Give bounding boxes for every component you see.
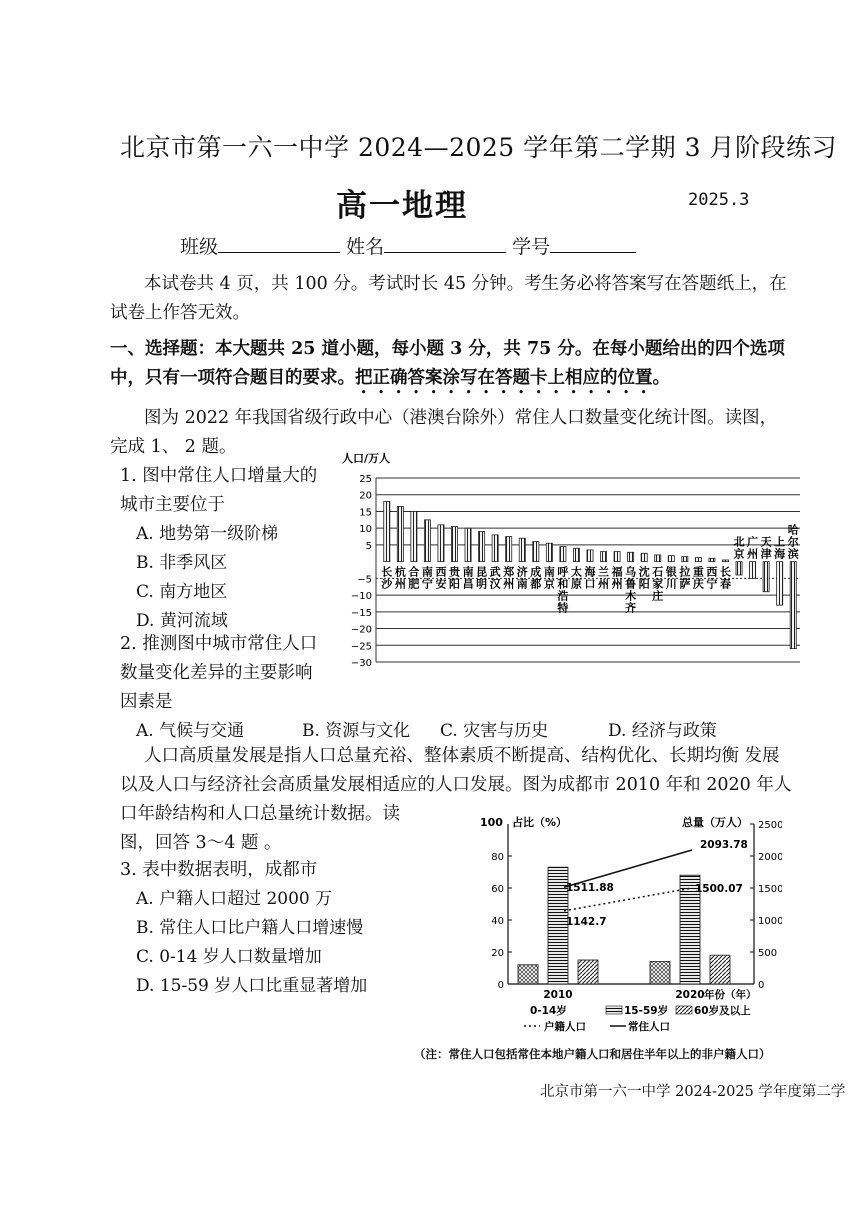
chart2-value-label-0: 1511.88 (566, 882, 614, 895)
chart1-category-label: 西 (706, 565, 718, 579)
chart1-bar-14 (573, 548, 579, 561)
section-heading-emphasis: 把正确答案涂写在答题卡上相应的位置。 (355, 368, 670, 388)
name-label: 姓名 (346, 236, 385, 258)
page-footer: 北京市第一六一中学 2024-2025 学年度第二学 (540, 1084, 846, 1100)
chart1-category-label: 安 (435, 577, 447, 591)
chart1-bar-25 (722, 560, 728, 562)
chart1-category-label: 家 (652, 577, 664, 591)
q1-option-b[interactable]: B. 非季风区 (136, 553, 228, 573)
chart1-category-label: 南 (543, 565, 555, 579)
chart1-category-label: 鲁 (625, 577, 637, 591)
chart1-bar-1 (397, 506, 403, 561)
chart1-category-label: 原 (570, 577, 582, 591)
chart1-bar-20 (655, 555, 661, 562)
chart1-bar-23 (695, 558, 701, 562)
chart2-y-left-max-label: 100 (480, 816, 503, 829)
chart1-category-label: 州 (598, 577, 610, 591)
chart1-bar-4 (438, 525, 444, 562)
chart1-bar-18 (628, 552, 634, 561)
q2-option-d[interactable]: D. 经济与政策 (608, 721, 717, 741)
chart1-category-label: 兰 (598, 565, 610, 579)
chart1-category-label: 州 (747, 547, 759, 561)
chart1-bar-24 (709, 558, 715, 561)
chart2-y-right-tick-label: 2000 (758, 852, 782, 863)
q3-stem: 3. 表中数据表明，成都市 (120, 860, 318, 880)
chart2-value-label-1: 1142.7 (566, 915, 607, 928)
chengdu-age-chart (478, 812, 782, 1040)
chart1-category-label: 春 (719, 577, 731, 591)
chart1-category-label: 浩 (557, 589, 569, 603)
chart1-category-label: 杭 (394, 565, 406, 579)
chart1-bar-30 (790, 562, 796, 649)
chart1-category-label: 和 (557, 577, 569, 591)
chart1-category-label: 州 (503, 577, 515, 591)
chart1-category-label: 尔 (787, 535, 799, 549)
chart1-category-label: 宁 (706, 577, 718, 591)
chart1-bar-22 (682, 557, 688, 562)
chart1-category-label: 银 (665, 565, 677, 579)
chart1-category-label: 特 (557, 601, 569, 615)
chart1-bar-29 (777, 562, 783, 605)
chart1-category-label: 广 (747, 535, 759, 549)
chart2-value-label-2: 1500.07 (695, 882, 743, 895)
chart1-bar-26 (736, 562, 742, 575)
chart1-category-label: 海 (774, 547, 786, 561)
chart1-bar-7 (479, 532, 485, 562)
chart2-bar-2-0 (578, 960, 598, 984)
chart1-category-label: 汉 (489, 577, 501, 591)
chengdu-age-chart-svg (478, 812, 782, 1036)
chart2-y-right-tick-label: 0 (758, 980, 765, 991)
chart2-y-left-tick-label: 40 (491, 916, 504, 927)
chart1-y-tick-label: −10 (350, 591, 372, 603)
chart2-bar-1-0 (548, 867, 568, 984)
chart2-y-left-tick-label: 20 (491, 948, 504, 959)
chart1-y-tick-label: 5 (365, 540, 372, 552)
instructions: 本试卷共 4 页，共 100 分。考试时长 45 分钟。考生务必将答案写在答题纸上，在试卷上作答无效。 (110, 274, 787, 323)
chart2-legend-label-1: 15-59岁 (624, 1005, 669, 1017)
chart1-category-label: 州 (611, 577, 623, 591)
figure-intro-1: 图为 2022 年我国省级行政中心（港澳台除外）常住人口数量变化统计图。读图，完成 1、 2 题。 (110, 408, 778, 457)
chart1-bar-5 (451, 527, 457, 562)
student-info-line (180, 232, 636, 259)
chart1-bar-17 (614, 552, 620, 562)
chart1-category-label: 昌 (462, 577, 474, 591)
chart1-category-label: 拉 (679, 565, 691, 579)
q3-option-d[interactable]: D. 15-59 岁人口比重显著增加 (136, 976, 368, 996)
chart1-bar-6 (465, 528, 471, 561)
chart1-category-label: 沙 (381, 577, 393, 591)
chart1-category-label: 哈 (787, 523, 799, 537)
chart2-y-right-tick-label: 500 (758, 948, 778, 959)
chart1-bar-15 (587, 550, 593, 562)
chart2-legend-label-0: 0-14岁 (530, 1005, 567, 1017)
chart1-category-label: 川 (665, 577, 677, 591)
q1-stem-line-2: 城市主要位于 (120, 495, 225, 515)
question-3 (120, 856, 367, 1001)
chart1-category-label: 庄 (652, 589, 664, 603)
chart2-legend-swatch-2 (676, 1006, 692, 1014)
chart2-x-tick-label: 2020 (675, 989, 705, 1001)
chart1-category-label: 贵 (449, 565, 461, 579)
chart1-bar-0 (384, 501, 390, 561)
chart1-category-label: 海 (584, 565, 596, 579)
chart1-category-label: 昆 (476, 565, 488, 579)
q3-option-c[interactable]: C. 0-14 岁人口数量增加 (136, 947, 322, 967)
chart1-category-label: 太 (570, 565, 582, 579)
q1-stem-line-1: 1. 图中常住人口增量大的 (120, 466, 318, 486)
chart1-bar-19 (641, 553, 647, 561)
chart1-category-label: 萨 (679, 577, 691, 591)
chart1-bar-16 (601, 552, 607, 562)
chart1-bar-28 (763, 562, 769, 592)
q1-option-d[interactable]: D. 黄河流域 (136, 611, 228, 631)
chart1-bar-10 (519, 538, 525, 561)
chart1-bar-12 (546, 543, 552, 561)
chart-note: （注：常住人口包括常住本地户籍人口和居住半年以上的非户籍人口） (414, 1047, 771, 1061)
chart1-category-label: 长 (381, 565, 393, 579)
section-heading-main: 一、选择题：本大题共 25 道小题，每小题 3 分，共 75 分。在每小题给出的四个选项中，只有一项符合题目的要求。 (110, 339, 785, 388)
q1-option-a[interactable]: A. 地势第一级阶梯 (136, 524, 279, 544)
chart1-y-tick-label: 15 (359, 507, 372, 519)
q2-stem-line-3: 因素是 (120, 692, 173, 712)
subject-title: 高一地理 (336, 188, 468, 224)
chart1-category-label: 庆 (692, 577, 704, 591)
chart2-y-right-axis-label: 总量（万人） (682, 816, 748, 829)
chart2-x-axis-label: 年份（年） (704, 989, 757, 1001)
chart1-bar-13 (560, 547, 566, 562)
chart1-bar-27 (750, 562, 756, 579)
chart1-category-label: 肥 (408, 577, 420, 591)
chart1-category-label: 都 (530, 577, 542, 591)
chart1-y-tick-label: −25 (350, 641, 372, 653)
chart1-bar-8 (492, 535, 498, 562)
chart2-legend-label-changzhu: 常住人口 (628, 1021, 670, 1033)
id-label: 学号 (512, 236, 551, 258)
chart1-category-label: 西 (435, 565, 447, 579)
chart1-category-label: 南 (421, 565, 433, 579)
chart1-y-tick-label: −15 (350, 607, 372, 619)
q3-option-a[interactable]: A. 户籍人口超过 2000 万 (136, 889, 333, 909)
chart1-category-label: 齐 (625, 601, 637, 615)
q3-option-b[interactable]: B. 常住人口比户籍人口增速慢 (136, 918, 364, 938)
intro2-line-2: 以及人口与经济社会高质量发展相适应的人口发展。图为成都市 2010 年和 2020 年人 (120, 775, 792, 795)
chart2-y-left-tick-label: 0 (497, 980, 504, 991)
population-change-chart (340, 452, 806, 684)
chart2-bar-0-1 (650, 962, 670, 984)
class-label: 班级 (180, 236, 219, 258)
chart1-category-label: 木 (625, 589, 637, 603)
chart1-category-label: 沈 (638, 565, 650, 579)
chart1-category-label: 南 (462, 565, 474, 579)
chart1-y-tick-label: 25 (359, 474, 372, 485)
chart1-category-label: 天 (760, 535, 772, 549)
chart1-category-label: 北 (733, 535, 745, 549)
question-1 (120, 462, 317, 636)
q2-stem-line-2: 数量变化差异的主要影响 (120, 663, 313, 683)
q1-option-c[interactable]: C. 南方地区 (136, 582, 228, 602)
population-change-chart-svg (340, 452, 806, 680)
intro2-line-3: 口年龄结构和人口总量统计数据。读 (120, 804, 400, 824)
chart2-bar-2-1 (710, 955, 730, 984)
chart1-category-label: 宁 (421, 577, 433, 591)
chart1-category-label: 合 (408, 565, 420, 579)
chart1-bar-11 (533, 542, 539, 562)
chart1-bar-2 (411, 511, 417, 561)
chart1-category-label: 重 (692, 565, 704, 579)
chart1-category-label: 滨 (787, 547, 799, 561)
exam-title: 北京市第一六一中学 2024—2025 学年第二学期 3 月阶段练习 (120, 133, 837, 162)
chart2-legend-swatch-1 (606, 1006, 622, 1014)
chart1-category-label: 呼 (557, 565, 569, 579)
chart1-y-tick-label: −20 (350, 624, 372, 636)
chart1-category-label: 石 (652, 565, 664, 579)
chart1-category-label: 济 (516, 565, 528, 579)
chart1-category-label: 武 (489, 565, 501, 579)
chart1-bar-3 (424, 520, 430, 562)
chart1-y-tick-label: 20 (359, 490, 372, 502)
chart1-y-tick-label: −30 (350, 658, 372, 669)
q2-option-c[interactable]: C. 灾害与历史 (440, 721, 549, 741)
chart2-x-tick-label: 2010 (543, 989, 573, 1001)
chart1-y-axis-label: 人口/万人 (342, 452, 391, 465)
chart1-category-label: 京 (543, 577, 555, 591)
chart2-y-right-tick-label: 1000 (758, 916, 782, 927)
chart1-y-tick-label: 10 (359, 524, 372, 536)
question-2 (120, 630, 317, 717)
chart1-category-label: 京 (733, 547, 745, 561)
chart2-y-left-axis-label: 占比（%） (512, 816, 568, 829)
chart1-category-label: 明 (476, 577, 488, 591)
chart1-category-label: 郑 (503, 565, 515, 579)
name-field[interactable] (384, 234, 506, 253)
chart1-category-label: 长 (719, 565, 731, 579)
chart2-y-left-tick-label: 60 (491, 884, 504, 895)
chart2-y-right-tick-label: 1500 (758, 884, 782, 895)
chart1-bar-9 (506, 537, 512, 562)
chart1-category-label: 阳 (449, 577, 461, 591)
chart1-category-label: 阳 (638, 577, 650, 591)
chart2-y-left-tick-label: 80 (491, 852, 504, 863)
chart2-value-label-3: 2093.78 (700, 838, 748, 851)
chart1-category-label: 成 (530, 565, 542, 579)
chart1-bar-21 (668, 556, 674, 562)
section-heading (110, 335, 790, 398)
chart1-category-label: 州 (394, 577, 406, 591)
class-field[interactable] (218, 234, 340, 253)
chart1-category-label: 津 (760, 547, 772, 561)
chart1-category-label: 上 (774, 535, 786, 549)
intro2-line-1: 人口高质量发展是指人口总量充裕、整体素质不断提高、结构优化、长期均衡 发展 (144, 746, 780, 766)
id-field[interactable] (550, 234, 636, 253)
chart2-bar-0-0 (518, 965, 538, 984)
chart1-category-label: 南 (516, 577, 528, 591)
chart2-legend-label-2: 60岁及以上 (694, 1005, 751, 1017)
q2-option-b[interactable]: B. 资源与文化 (302, 721, 411, 741)
chart2-legend-label-huji: 户籍人口 (544, 1021, 586, 1033)
chart1-category-label: 乌 (625, 565, 637, 579)
exam-date: 2025.3 (688, 190, 750, 210)
chart1-category-label: 口 (584, 577, 596, 591)
intro2-line-4: 图，回答 3～4 题 。 (120, 833, 282, 853)
chart2-y-right-tick-label: 2500 (758, 820, 782, 831)
q2-option-a[interactable]: A. 气候与交通 (136, 721, 245, 741)
chart1-y-tick-label: −5 (357, 574, 372, 586)
q2-stem-line-1: 2. 推测图中城市常住人口 (120, 634, 318, 654)
chart1-category-label: 福 (611, 565, 623, 579)
